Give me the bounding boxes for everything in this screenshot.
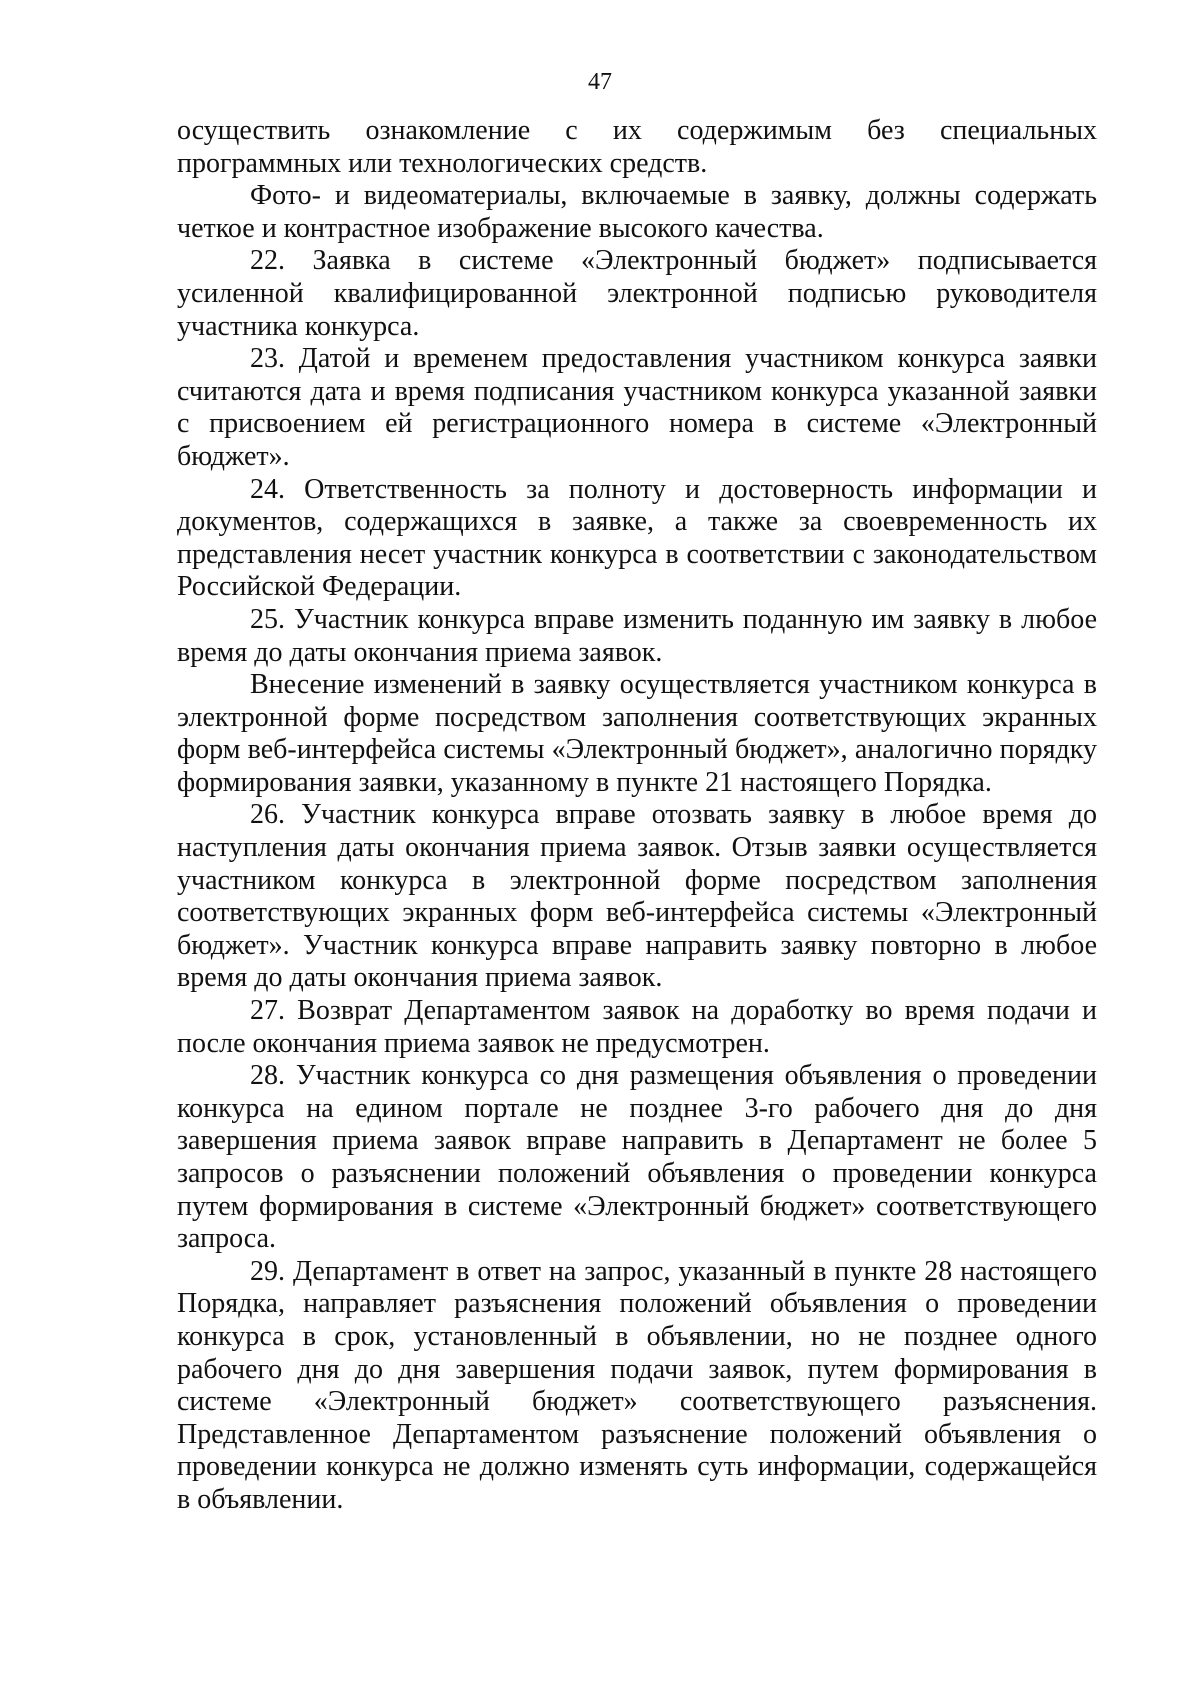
paragraph-27: 27. Возврат Департаментом заявок на доработку во время подачи и после окончания приема заявок не предусмотрен.	[177, 995, 1097, 1059]
paragraph-25: 25. Участник конкурса вправе изменить поданную им заявку в любое время до даты окончания приема заявок.	[177, 603, 1097, 668]
paragraph-23: 23. Датой и временем предоставления участником конкурса заявки считаются дата и время подписания участником конкурса указанной заявки с присвоением ей регистрационного номера в системе «Электронный бюджет».	[177, 343, 1097, 472]
paragraph-changes: Внесение изменений в заявку осуществляется участником конкурса в электронной форме посредством заполнения соответствующих экранных форм веб-интерфейса системы «Электронный бюджет», аналогично порядку формирования заявки, указанному в пункте 21 настоящего Порядка.	[177, 669, 1097, 798]
paragraph-24: 24. Ответственность за полноту и достоверность информации и документов, содержащихся в заявке, а также за своевременность их представления несет участник конкурса в соответствии с законодательством Российской Федерации.	[177, 473, 1097, 603]
paragraph-22: 22. Заявка в системе «Электронный бюджет» подписывается усиленной квалифицированной электронной подписью руководителя участника конкурса.	[177, 245, 1097, 342]
paragraph-26: 26. Участник конкурса вправе отозвать заявку в любое время до наступления даты окончания приема заявок. Отзыв заявки осуществляется участником конкурса в электронной форме посредством заполнения соответствующих экранных форм веб-интерфейса системы «Электронный бюджет». Участник конкурса вправе направить заявку повторно в любое время до даты окончания приема заявок.	[177, 799, 1097, 994]
paragraph-continuation: осуществить ознакомление с их содержимым без специальных программных или технологических средств.	[177, 115, 1097, 179]
document-body	[177, 115, 1097, 1517]
paragraph-28: 28. Участник конкурса со дня размещения объявления о проведении конкурса на едином портале не позднее 3-го рабочего дня до дня завершения приема заявок вправе направить в Департамент не более 5 запросов о разъяснении положений объявления о проведении конкурса путем формирования в системе «Электронный бюджет» соответствующего запроса.	[177, 1060, 1097, 1255]
page-number: 47	[588, 69, 612, 95]
paragraph-photo-video: Фото- и видеоматериалы, включаемые в заявку, должны содержать четкое и контрастное изображение высокого качества.	[177, 180, 1097, 244]
paragraph-29: 29. Департамент в ответ на запрос, указанный в пункте 28 настоящего Порядка, направляет разъяснения положений объявления о проведении конкурса в срок, установленный в объявлении, но не позднее одного рабочего дня до дня завершения подачи заявок, путем формирования в системе «Электронный бюджет» соответствующего разъяснения. Представленное Департаментом разъяснение положений объявления о проведении конкурса не должно изменять суть информации, содержащейся в объявлении.	[177, 1255, 1097, 1515]
